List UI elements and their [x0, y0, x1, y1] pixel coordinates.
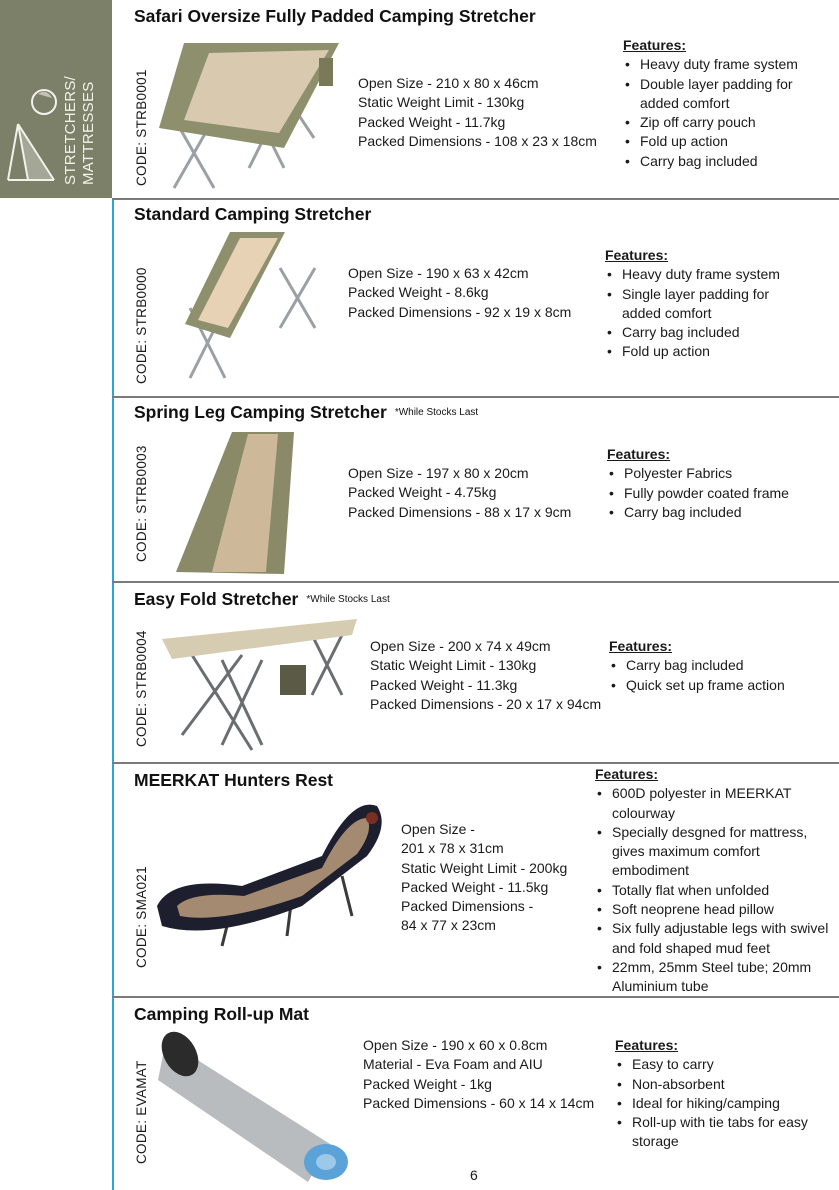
feature-item: • Easy to carry — [615, 1055, 830, 1074]
feature-item: • Carry bag included — [609, 656, 819, 675]
spec-line: Open Size - — [401, 821, 475, 837]
spec-line: Static Weight Limit - 130kg — [370, 657, 537, 674]
stretcher-image — [170, 428, 300, 578]
feature-item: • Non-absorbent — [615, 1075, 830, 1094]
spec-line: Open Size - 197 x 80 x 20cm — [348, 465, 529, 481]
stretcher-image — [154, 38, 354, 194]
spec-line: Open Size - 210 x 80 x 46cm — [358, 75, 539, 91]
spec-line: Packed Dimensions - 60 x 14 x 14cm — [363, 1094, 595, 1111]
product-standard-stretcher — [114, 198, 839, 396]
feature-item: • Heavy duty frame system — [623, 55, 823, 74]
recliner-image — [152, 796, 392, 956]
product-safari-stretcher — [114, 0, 839, 198]
tent-icon — [4, 84, 60, 184]
spec-line: Packed Dimensions - 20 x 17 x 94cm — [370, 695, 602, 712]
product-title: Easy Fold Stretcher *While Stocks Last — [134, 589, 390, 609]
product-easy-fold-stretcher — [114, 581, 839, 762]
feature-item: • Zip off carry pouch — [623, 113, 823, 132]
feature-item: • Carry bag included — [605, 323, 805, 342]
spec-line: Static Weight Limit - 200kg — [401, 859, 568, 876]
product-meerkat-hunters-rest — [114, 762, 839, 996]
mat-roll-image — [158, 1024, 358, 1188]
feature-item: • Carry bag included — [607, 503, 817, 522]
features-heading: Features: — [595, 766, 659, 782]
stretcher-image — [152, 615, 364, 755]
feature-item: • 22mm, 25mm Steel tube; 20mm Aluminium tube — [595, 958, 835, 997]
features-heading: Features: — [605, 247, 669, 263]
category-label: STRETCHERS/ MATTRESSES — [62, 75, 97, 185]
product-roll-up-mat — [114, 996, 839, 1190]
stretcher-image — [170, 228, 350, 384]
features-heading: Features: — [607, 446, 671, 462]
feature-item: • Totally flat when unfolded — [595, 881, 835, 900]
product-title: Safari Oversize Fully Padded Camping Stretcher — [134, 6, 536, 26]
stock-note: *While Stocks Last — [306, 594, 390, 605]
product-code: CODE: STRB0000 — [134, 267, 149, 384]
spec-line: Open Size - 190 x 60 x 0.8cm — [363, 1037, 548, 1053]
spec-line: Packed Dimensions - 88 x 17 x 9cm — [348, 503, 572, 520]
features-list — [607, 445, 817, 522]
features-heading: Features: — [623, 37, 687, 53]
feature-item: • Fully powder coated frame — [607, 484, 817, 503]
feature-item: • Ideal for hiking/camping — [615, 1094, 830, 1113]
spec-line: Open Size - 190 x 63 x 42cm — [348, 265, 529, 281]
feature-item: • Fold up action — [623, 132, 823, 151]
feature-item: • Single layer padding for added comfort — [605, 285, 805, 324]
feature-item: • Polyester Fabrics — [607, 464, 817, 483]
features-heading: Features: — [609, 638, 673, 654]
spec-line: Packed Dimensions - — [401, 898, 534, 915]
feature-item: • Carry bag included — [623, 152, 823, 171]
features-heading: Features: — [615, 1037, 679, 1053]
feature-item: • Roll-up with tie tabs for easy storage — [615, 1113, 830, 1152]
spec-line: Packed Weight - 8.6kg — [348, 284, 489, 301]
spec-line: Packed Weight - 11.3kg — [370, 676, 518, 693]
features-list — [595, 765, 835, 997]
spec-line: 201 x 78 x 31cm — [401, 840, 504, 857]
stock-note: *While Stocks Last — [394, 407, 479, 418]
feature-item: • 600D polyester in MEERKAT colourway — [595, 784, 835, 823]
product-specs — [358, 74, 597, 151]
feature-item: • Double layer padding for added comfort — [623, 75, 823, 114]
spec-line: Packed Dimensions - 92 x 19 x 8cm — [348, 303, 572, 320]
product-title: Camping Roll-up Mat — [134, 1004, 309, 1024]
spec-line: Static Weight Limit - 130kg — [358, 94, 525, 111]
features-list — [623, 36, 823, 171]
product-code: CODE: STRB0004 — [134, 630, 149, 747]
product-title: Spring Leg Camping Stretcher *While Stocks Last — [134, 402, 479, 422]
features-list — [605, 246, 805, 362]
product-code: CODE: STRB0001 — [134, 69, 149, 186]
product-title: Standard Camping Stretcher — [134, 204, 372, 224]
feature-item: • Six fully adjustable legs with swivel and fold shaped mud feet — [595, 919, 835, 958]
product-specs — [370, 637, 601, 714]
features-list — [615, 1036, 830, 1152]
spec-line: Packed Weight - 1kg — [363, 1075, 492, 1092]
spec-line: Packed Weight - 11.7kg — [358, 113, 506, 130]
product-title: MEERKAT Hunters Rest — [134, 770, 334, 790]
product-specs — [348, 464, 571, 522]
features-list — [609, 637, 819, 695]
feature-item: • Soft neoprene head pillow — [595, 900, 835, 919]
feature-item: • Heavy duty frame system — [605, 265, 805, 284]
page-number: 6 — [470, 1167, 478, 1183]
product-spring-leg-stretcher — [114, 396, 839, 581]
product-code: CODE: STRB0003 — [134, 445, 149, 562]
spec-line: Packed Weight - 4.75kg — [348, 484, 497, 501]
feature-item: • Specially desgned for mattress, gives maximum comfort embodiment — [595, 823, 835, 881]
spec-line: Packed Weight - 11.5kg — [401, 878, 549, 895]
spec-line: Packed Dimensions - 108 x 23 x 18cm — [358, 132, 597, 149]
spec-line: Material - Eva Foam and AIU — [363, 1056, 543, 1073]
product-code: CODE: EVAMAT — [134, 1060, 149, 1164]
product-specs — [348, 264, 571, 322]
product-specs — [401, 820, 567, 936]
product-code: CODE: SMA021 — [134, 866, 149, 968]
feature-item: • Quick set up frame action — [609, 676, 819, 695]
category-tab — [0, 0, 112, 198]
product-specs — [363, 1036, 594, 1113]
spec-line: 84 x 77 x 23cm — [401, 917, 496, 934]
feature-item: • Fold up action — [605, 342, 805, 361]
spec-line: Open Size - 200 x 74 x 49cm — [370, 638, 551, 654]
